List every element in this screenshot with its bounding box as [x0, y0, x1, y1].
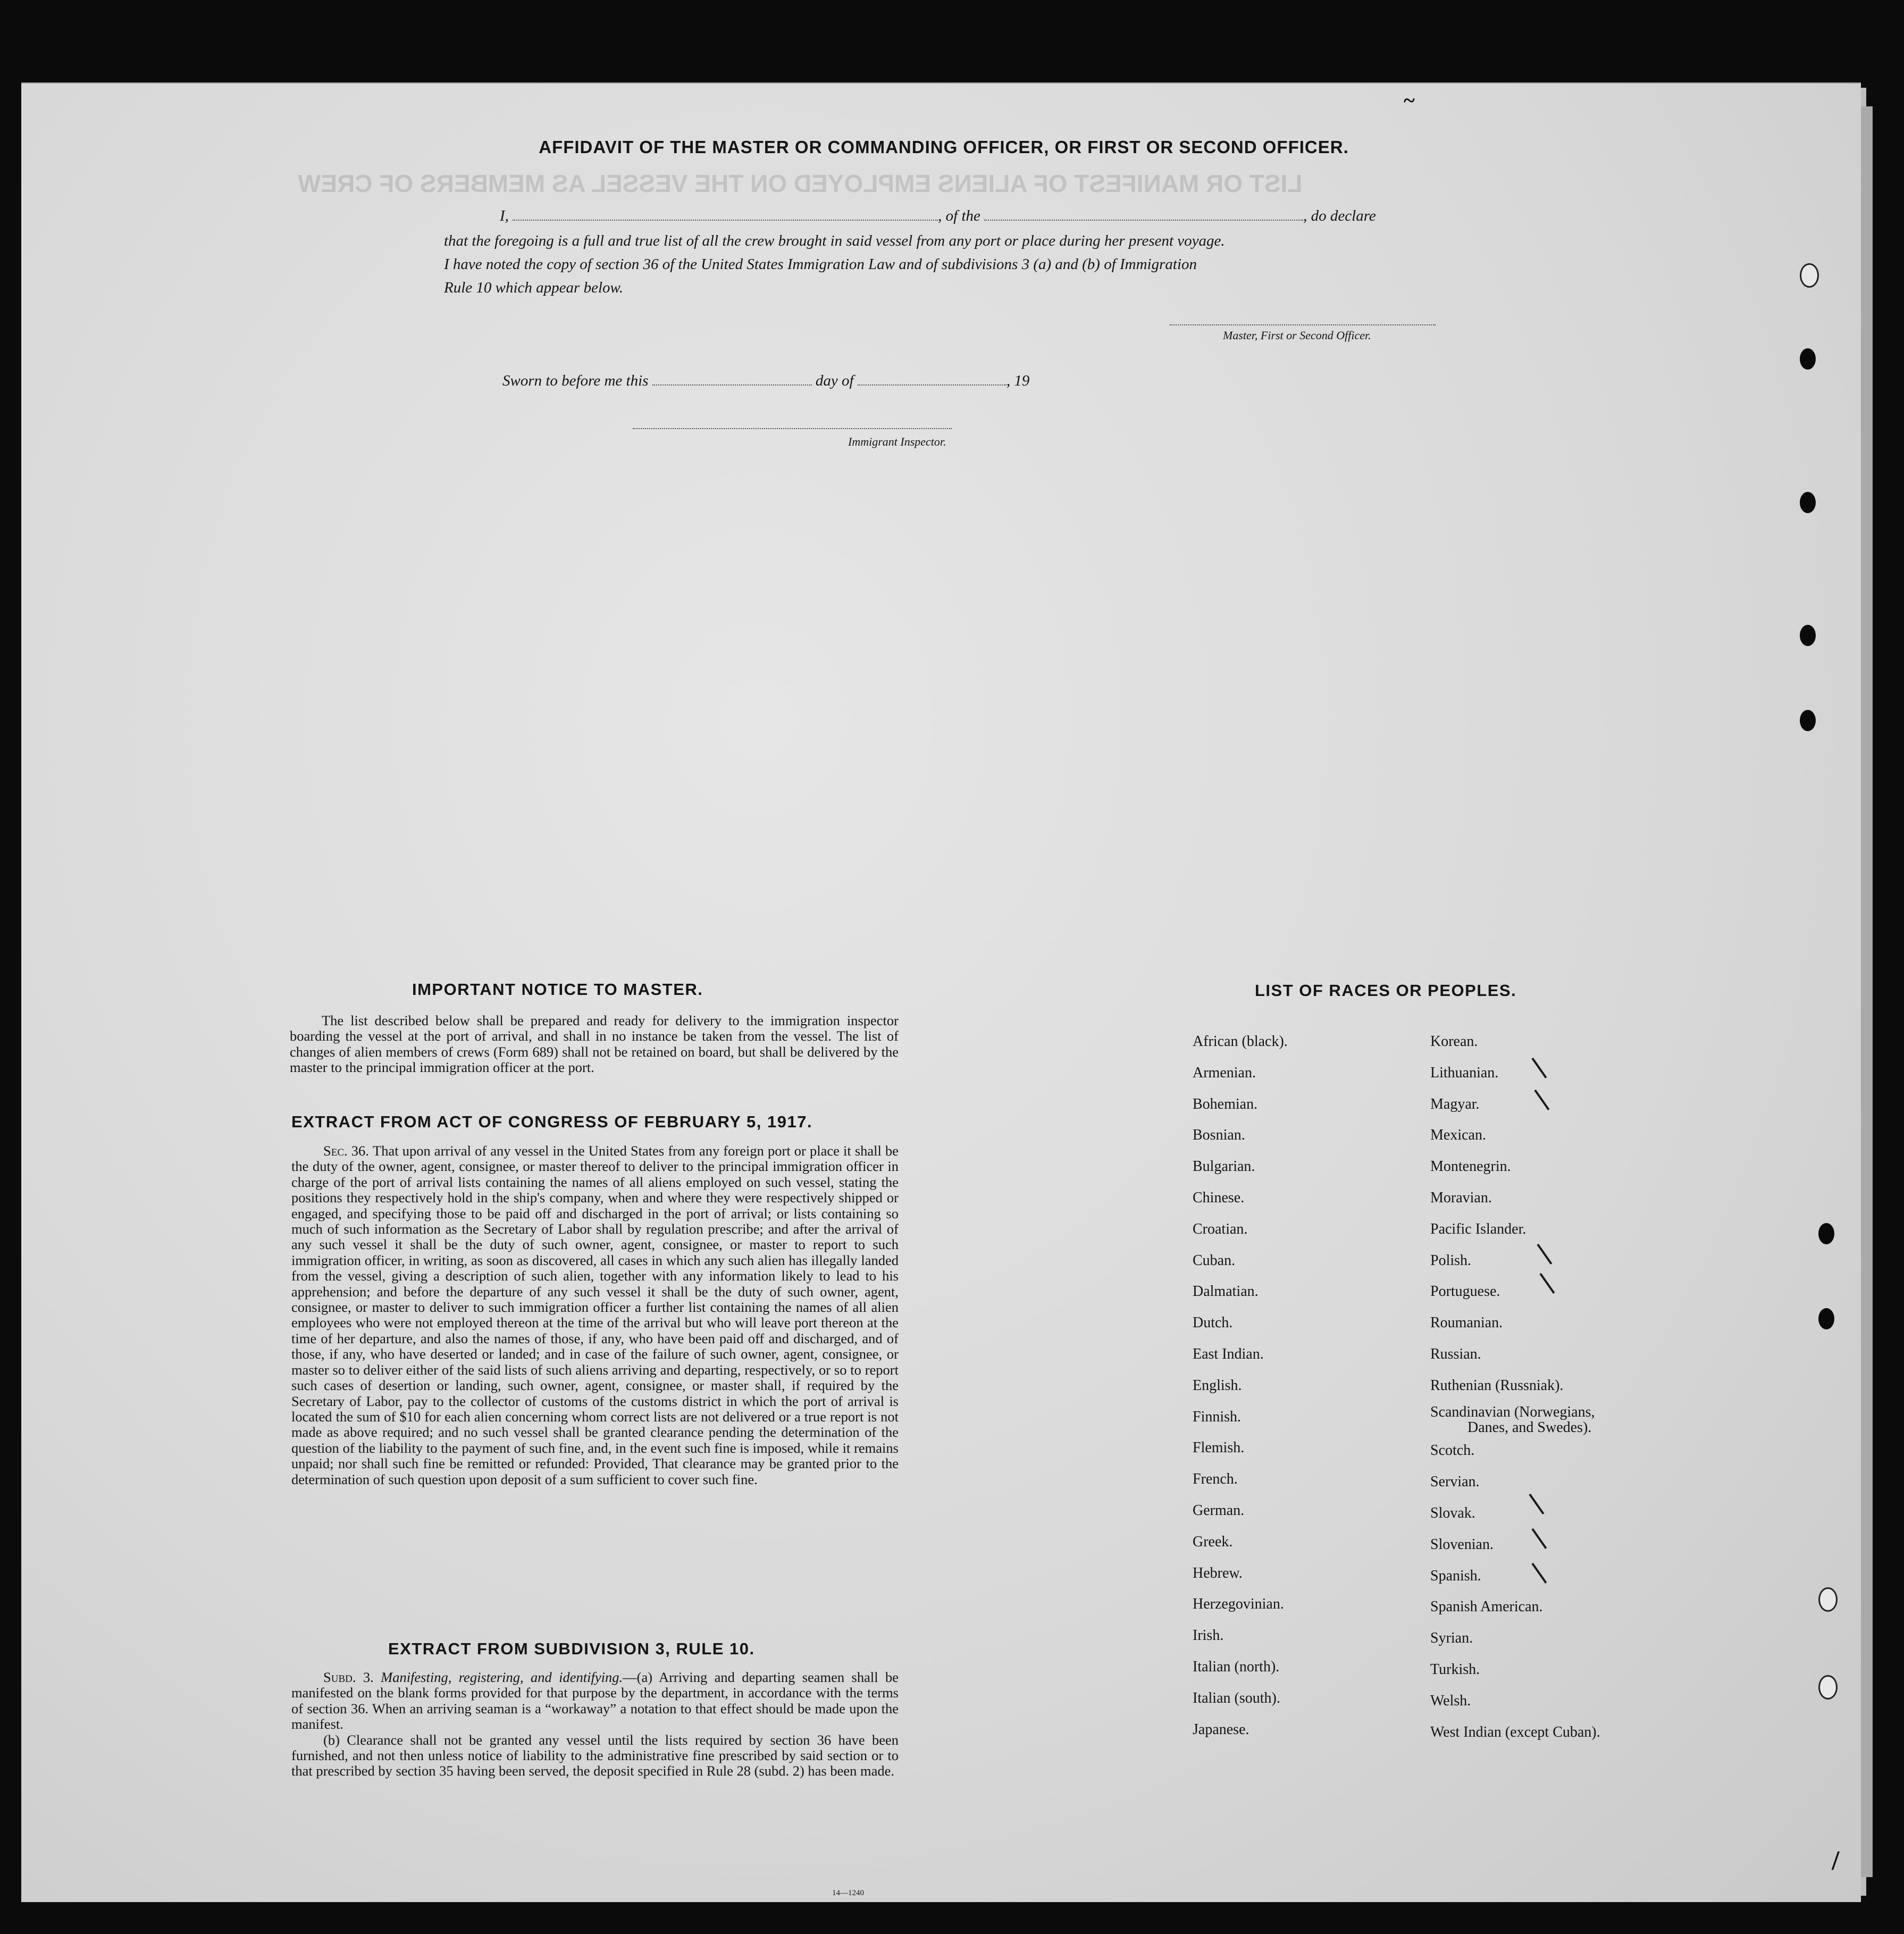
- race-item: Roumanian.: [1430, 1315, 1503, 1332]
- sworn-day-field[interactable]: [652, 384, 812, 386]
- sec-label: Sec. 36.: [323, 1143, 369, 1159]
- race-item: Spanish.: [1430, 1567, 1481, 1584]
- punch-hole: [1818, 1587, 1838, 1612]
- subd-title: Manifesting, registering, and identifying.: [381, 1669, 623, 1685]
- affidavit-line-3: I have noted the copy of section 36 of the United States Immigration Law and of subdivisions 3 (a) and (b) of Immigration: [444, 256, 1197, 273]
- race-item: Bosnian.: [1193, 1127, 1245, 1144]
- inspector-signature-line[interactable]: [633, 428, 952, 429]
- name-field[interactable]: [513, 220, 938, 221]
- punch-hole: [1818, 1223, 1834, 1244]
- race-item: English.: [1193, 1377, 1242, 1394]
- inspector-label: Immigrant Inspector.: [848, 435, 946, 448]
- races-heading: LIST OF RACES OR PEOPLES.: [1255, 981, 1517, 1000]
- form-number: 14—1240: [832, 1889, 864, 1897]
- race-item: Croatian.: [1193, 1220, 1248, 1237]
- race-item: Greek.: [1193, 1533, 1233, 1550]
- race-item: Magyar.: [1430, 1095, 1480, 1112]
- affidavit-i: I,: [500, 207, 509, 224]
- race-item: Hebrew.: [1193, 1564, 1243, 1581]
- race-item: Dalmatian.: [1193, 1283, 1259, 1300]
- race-item: Servian.: [1430, 1473, 1480, 1491]
- subd-para-b: (b) Clearance shall not be granted any vessel until the lists required by section 36 have been furnished, and not then unless notice of liability to the administrative fine prescribed by said section or to that prescribed by section 35 having been served, the deposit specified in Rule 28 (subd. 2) has been made.: [291, 1731, 899, 1779]
- notice-paragraph: The list described below shall be prepared and ready for delivery to the immigration inspector boarding the vessel at the port of arrival, and shall in no instance be taken from the vessel. The list of changes of alien members of crews (Form 689) shall not be retained on board, but shall be delivered by the master to the principal immigration officer at the port.: [290, 1012, 899, 1076]
- affidavit-title: AFFIDAVIT OF THE MASTER OR COMMANDING OFFICER, OR FIRST OR SECOND OFFICER.: [539, 137, 1349, 157]
- race-item: Flemish.: [1193, 1439, 1245, 1456]
- race-item: Russian.: [1430, 1345, 1481, 1362]
- race-item: Scotch.: [1430, 1442, 1475, 1459]
- month-field[interactable]: [858, 384, 1006, 386]
- rule-text: [291, 1670, 899, 1779]
- race-item: Lithuanian.: [1430, 1064, 1499, 1081]
- race-item: Slovak.: [1430, 1504, 1475, 1521]
- affidavit-of-the: , of the: [938, 207, 980, 224]
- race-item: French.: [1193, 1471, 1238, 1488]
- year-label: , 19: [1006, 372, 1030, 389]
- punch-hole: [1800, 625, 1816, 646]
- master-label: Master, First or Second Officer.: [1223, 329, 1371, 342]
- punch-hole: [1818, 1308, 1834, 1329]
- race-item: Polish.: [1430, 1252, 1472, 1269]
- race-item: Finnish.: [1193, 1408, 1242, 1425]
- punch-hole: [1800, 263, 1819, 288]
- sworn-label: Sworn to before me this: [502, 372, 649, 389]
- race-item: Korean.: [1430, 1033, 1478, 1050]
- act-text: [291, 1143, 899, 1487]
- act-heading: EXTRACT FROM ACT OF CONGRESS OF FEBRUARY 5, 1917.: [291, 1112, 813, 1131]
- vessel-field[interactable]: [984, 220, 1303, 221]
- race-item: Syrian.: [1430, 1630, 1473, 1647]
- race-item: Armenian.: [1193, 1064, 1256, 1081]
- handwritten-mark: ~: [1404, 88, 1415, 112]
- master-signature-line[interactable]: [1170, 324, 1436, 325]
- race-item: Ruthenian (Russniak).: [1430, 1377, 1564, 1394]
- races-left-column: [1193, 1026, 1288, 1745]
- notice-text: [290, 1013, 899, 1076]
- race-item: West Indian (except Cuban).: [1430, 1723, 1600, 1740]
- race-item: Pacific Islander.: [1430, 1220, 1526, 1237]
- race-item: African (black).: [1193, 1033, 1288, 1050]
- race-item: Italian (south).: [1193, 1689, 1280, 1706]
- race-scandinavian-cont: Danes, and Swedes).: [1467, 1419, 1592, 1436]
- race-item: Irish.: [1193, 1627, 1224, 1644]
- race-item: Spanish American.: [1430, 1598, 1543, 1615]
- race-item: German.: [1193, 1502, 1245, 1519]
- sec-36-text: That upon arrival of any vessel in the United States from any foreign port or place it shall be the duty of the owner, agent, consignee, or master thereof to deliver to the principal immigration officer in charge of the port of arrival lists containing the names of all aliens employed on such vessel, stating the positions they respectively hold in the ship's company, when and where they were respectively shipped or engaged, and specifying those to be paid off and discharged in the port of arrival; or lists containing so much of such information as the Secretary of Labor shall by regulation prescribe; and after the arrival of any such vessel it shall be the duty of such owner, agent, consignee, or master to report to such immigration officer, in writing, as soon as discovered, all cases in which any such alien has illegally landed from the vessel, giving a description of such alien, together with any information likely to lead to his apprehension; and before the departure of any such vessel it shall be the duty of such owner, agent, consignee, or master to deliver to such immigration officer a further list containing the names of all alien employees who were not employed thereon at the time of the arrival but who will leave port thereon at the time of her departure, and also the names of those, if any, who have been paid off and discharged, and of those, if any, who have deserted or landed; and in case of the failure of such owner, agent, consignee, or master so to deliver either of the said lists of such aliens arriving and departing, respectively, or so to report such cases of desertion or landing, such owner, agent, consignee, or master shall, if required by the Secretary of Labor, pay to the collector of customs of the customs district in which the port of arrival is located the sum of $10 for each alien concerning whom correct lists are not delivered or a true report is not made as above required; and no such vessel shall be granted clearance pending the determination of the question of the liability to the payment of such fine, and, in the event such fine is imposed, while it remains unpaid; nor shall such fine be remitted or refunded: Provided, That clearance may be granted prior to the determination of such question upon deposit of a sum sufficient to cover such fine.: [291, 1143, 899, 1487]
- day-of-label: day of: [815, 372, 854, 389]
- race-item: Chinese.: [1193, 1189, 1245, 1206]
- race-item: Montenegrin.: [1430, 1158, 1511, 1175]
- race-item: Italian (north).: [1193, 1658, 1280, 1675]
- races-right-column: [1430, 1026, 1600, 1748]
- notice-heading: IMPORTANT NOTICE TO MASTER.: [412, 980, 703, 999]
- race-item: Japanese.: [1193, 1721, 1249, 1738]
- punch-hole: [1800, 492, 1816, 513]
- race-item: Bohemian.: [1193, 1095, 1258, 1112]
- affidavit-declare: , do declare: [1303, 207, 1376, 224]
- race-item: East Indian.: [1193, 1345, 1264, 1362]
- punch-hole: [1800, 710, 1816, 731]
- subd-label: Subd. 3.: [323, 1669, 374, 1685]
- handwritten-mark: /: [1832, 1846, 1840, 1876]
- race-item: Turkish.: [1430, 1661, 1480, 1678]
- race-item: Slovenian.: [1430, 1536, 1494, 1553]
- race-item: Bulgarian.: [1193, 1158, 1255, 1175]
- affidavit-line-1: [500, 207, 1376, 225]
- race-item: Moravian.: [1430, 1189, 1492, 1206]
- rule-heading: EXTRACT FROM SUBDIVISION 3, RULE 10.: [388, 1639, 755, 1658]
- affidavit-line-2: that the foregoing is a full and true list of all the crew brought in said vessel from any port or place during her present voyage.: [444, 232, 1225, 249]
- subd-para-a: —(a) Arriving and departing seamen shall be manifested on the blank forms provided for that purpose by the department, in accordance with the terms of section 36. When an arriving seaman is a “workaway” a notation to that effect should be made upon the manifest.: [291, 1669, 899, 1732]
- back-sheet-edge-2: [1861, 106, 1873, 1877]
- punch-hole: [1800, 348, 1816, 370]
- race-item: Mexican.: [1430, 1127, 1486, 1144]
- race-scandinavian: Scandinavian (Norwegians,: [1430, 1403, 1595, 1420]
- race-item: [1430, 1402, 1600, 1436]
- race-item: Portuguese.: [1430, 1283, 1500, 1300]
- punch-hole: [1818, 1675, 1838, 1699]
- affidavit-line-4: Rule 10 which appear below.: [444, 279, 623, 296]
- race-item: Welsh.: [1430, 1692, 1471, 1709]
- bleed-through-title: LIST OR MANIFEST OF ALIENS EMPLOYED ON THE VESSEL AS MEMBERS OF CREW: [298, 170, 1303, 197]
- sworn-line: [502, 372, 1029, 390]
- race-item: Herzegovinian.: [1193, 1596, 1284, 1613]
- race-item: Dutch.: [1193, 1315, 1233, 1332]
- race-item: Cuban.: [1193, 1252, 1236, 1269]
